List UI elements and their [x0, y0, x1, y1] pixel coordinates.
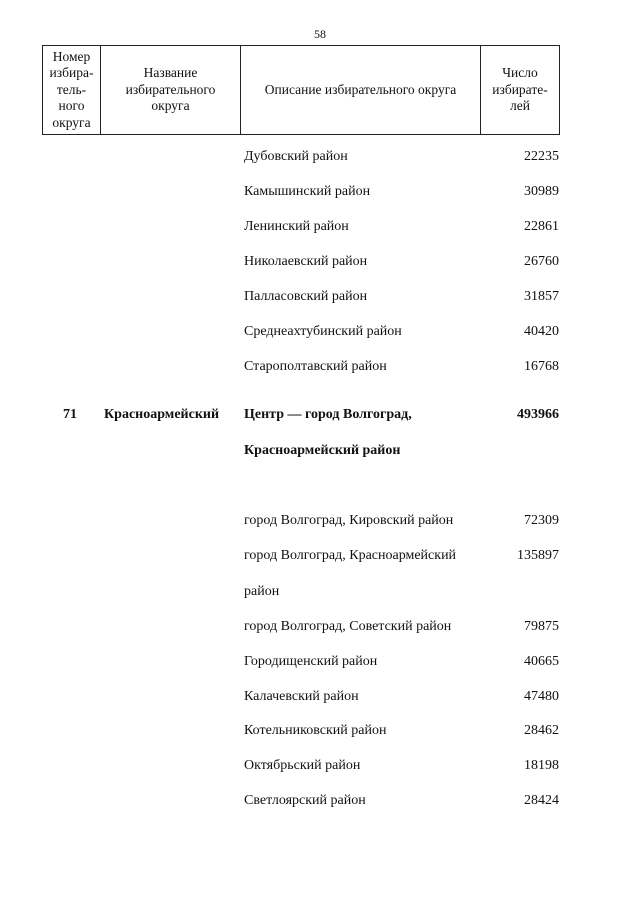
row-voters: 47480 — [524, 689, 559, 704]
district-center-continued: Красноармейский район — [244, 443, 401, 458]
district-row-continued — [0, 441, 640, 461]
table-row — [0, 287, 640, 307]
table-row — [0, 617, 640, 637]
row-voters: 31857 — [524, 289, 559, 304]
table-row — [0, 652, 640, 672]
row-description: Котельниковский район — [244, 723, 387, 738]
row-voters: 135897 — [517, 548, 559, 563]
row-description: город Волгоград, Советский район — [244, 619, 452, 634]
district-name: Красноармейский — [104, 407, 220, 422]
row-description: Среднеахтубинский район — [244, 324, 402, 339]
district-total-voters: 493966 — [517, 407, 559, 422]
table-row — [0, 357, 640, 377]
row-description: Дубовский район — [244, 149, 348, 164]
table-row — [0, 147, 640, 167]
header-number: Номер избира- тель- ного округа — [43, 46, 101, 134]
table-row — [0, 756, 640, 776]
page-number: 58 — [314, 27, 326, 41]
row-description: Октябрьский район — [244, 758, 361, 773]
row-description: Николаевский район — [244, 254, 368, 269]
table-row — [0, 252, 640, 272]
row-voters: 40420 — [524, 324, 559, 339]
row-description: Городищенский район — [244, 654, 378, 669]
table-row — [0, 511, 640, 531]
row-description: Светлоярский район — [244, 793, 366, 808]
table-row — [0, 687, 640, 707]
table-row — [0, 546, 640, 566]
row-description-continued: район — [244, 584, 280, 599]
row-description: город Волгоград, Красноармейский — [244, 548, 457, 563]
row-voters: 16768 — [524, 359, 559, 374]
row-description: город Волгоград, Кировский район — [244, 513, 454, 528]
row-voters: 30989 — [524, 184, 559, 199]
row-voters: 26760 — [524, 254, 559, 269]
table-row — [0, 721, 640, 741]
row-voters: 22235 — [524, 149, 559, 164]
row-description: Палласовский район — [244, 289, 368, 304]
row-description: Ленинский район — [244, 219, 349, 234]
table-row-continued — [0, 582, 640, 602]
table-row — [0, 322, 640, 342]
table-row — [0, 791, 640, 811]
district-row — [0, 405, 640, 425]
table-row — [0, 182, 640, 202]
district-center: Центр — город Волгоград, — [244, 407, 412, 422]
table-row — [0, 217, 640, 237]
header-description: Описание избирательного округа — [241, 46, 481, 134]
row-voters: 28424 — [524, 793, 559, 808]
row-voters: 72309 — [524, 513, 559, 528]
row-description: Камышинский район — [244, 184, 371, 199]
district-number: 71 — [63, 407, 77, 422]
row-description: Калачевский район — [244, 689, 359, 704]
row-voters: 22861 — [524, 219, 559, 234]
row-voters: 40665 — [524, 654, 559, 669]
header-name: Название избирательного округа — [101, 46, 241, 134]
row-voters: 79875 — [524, 619, 559, 634]
row-voters: 18198 — [524, 758, 559, 773]
row-voters: 28462 — [524, 723, 559, 738]
header-voters: Число избирате- лей — [492, 65, 548, 114]
table-header — [42, 45, 560, 135]
row-description: Старополтавский район — [244, 359, 387, 374]
